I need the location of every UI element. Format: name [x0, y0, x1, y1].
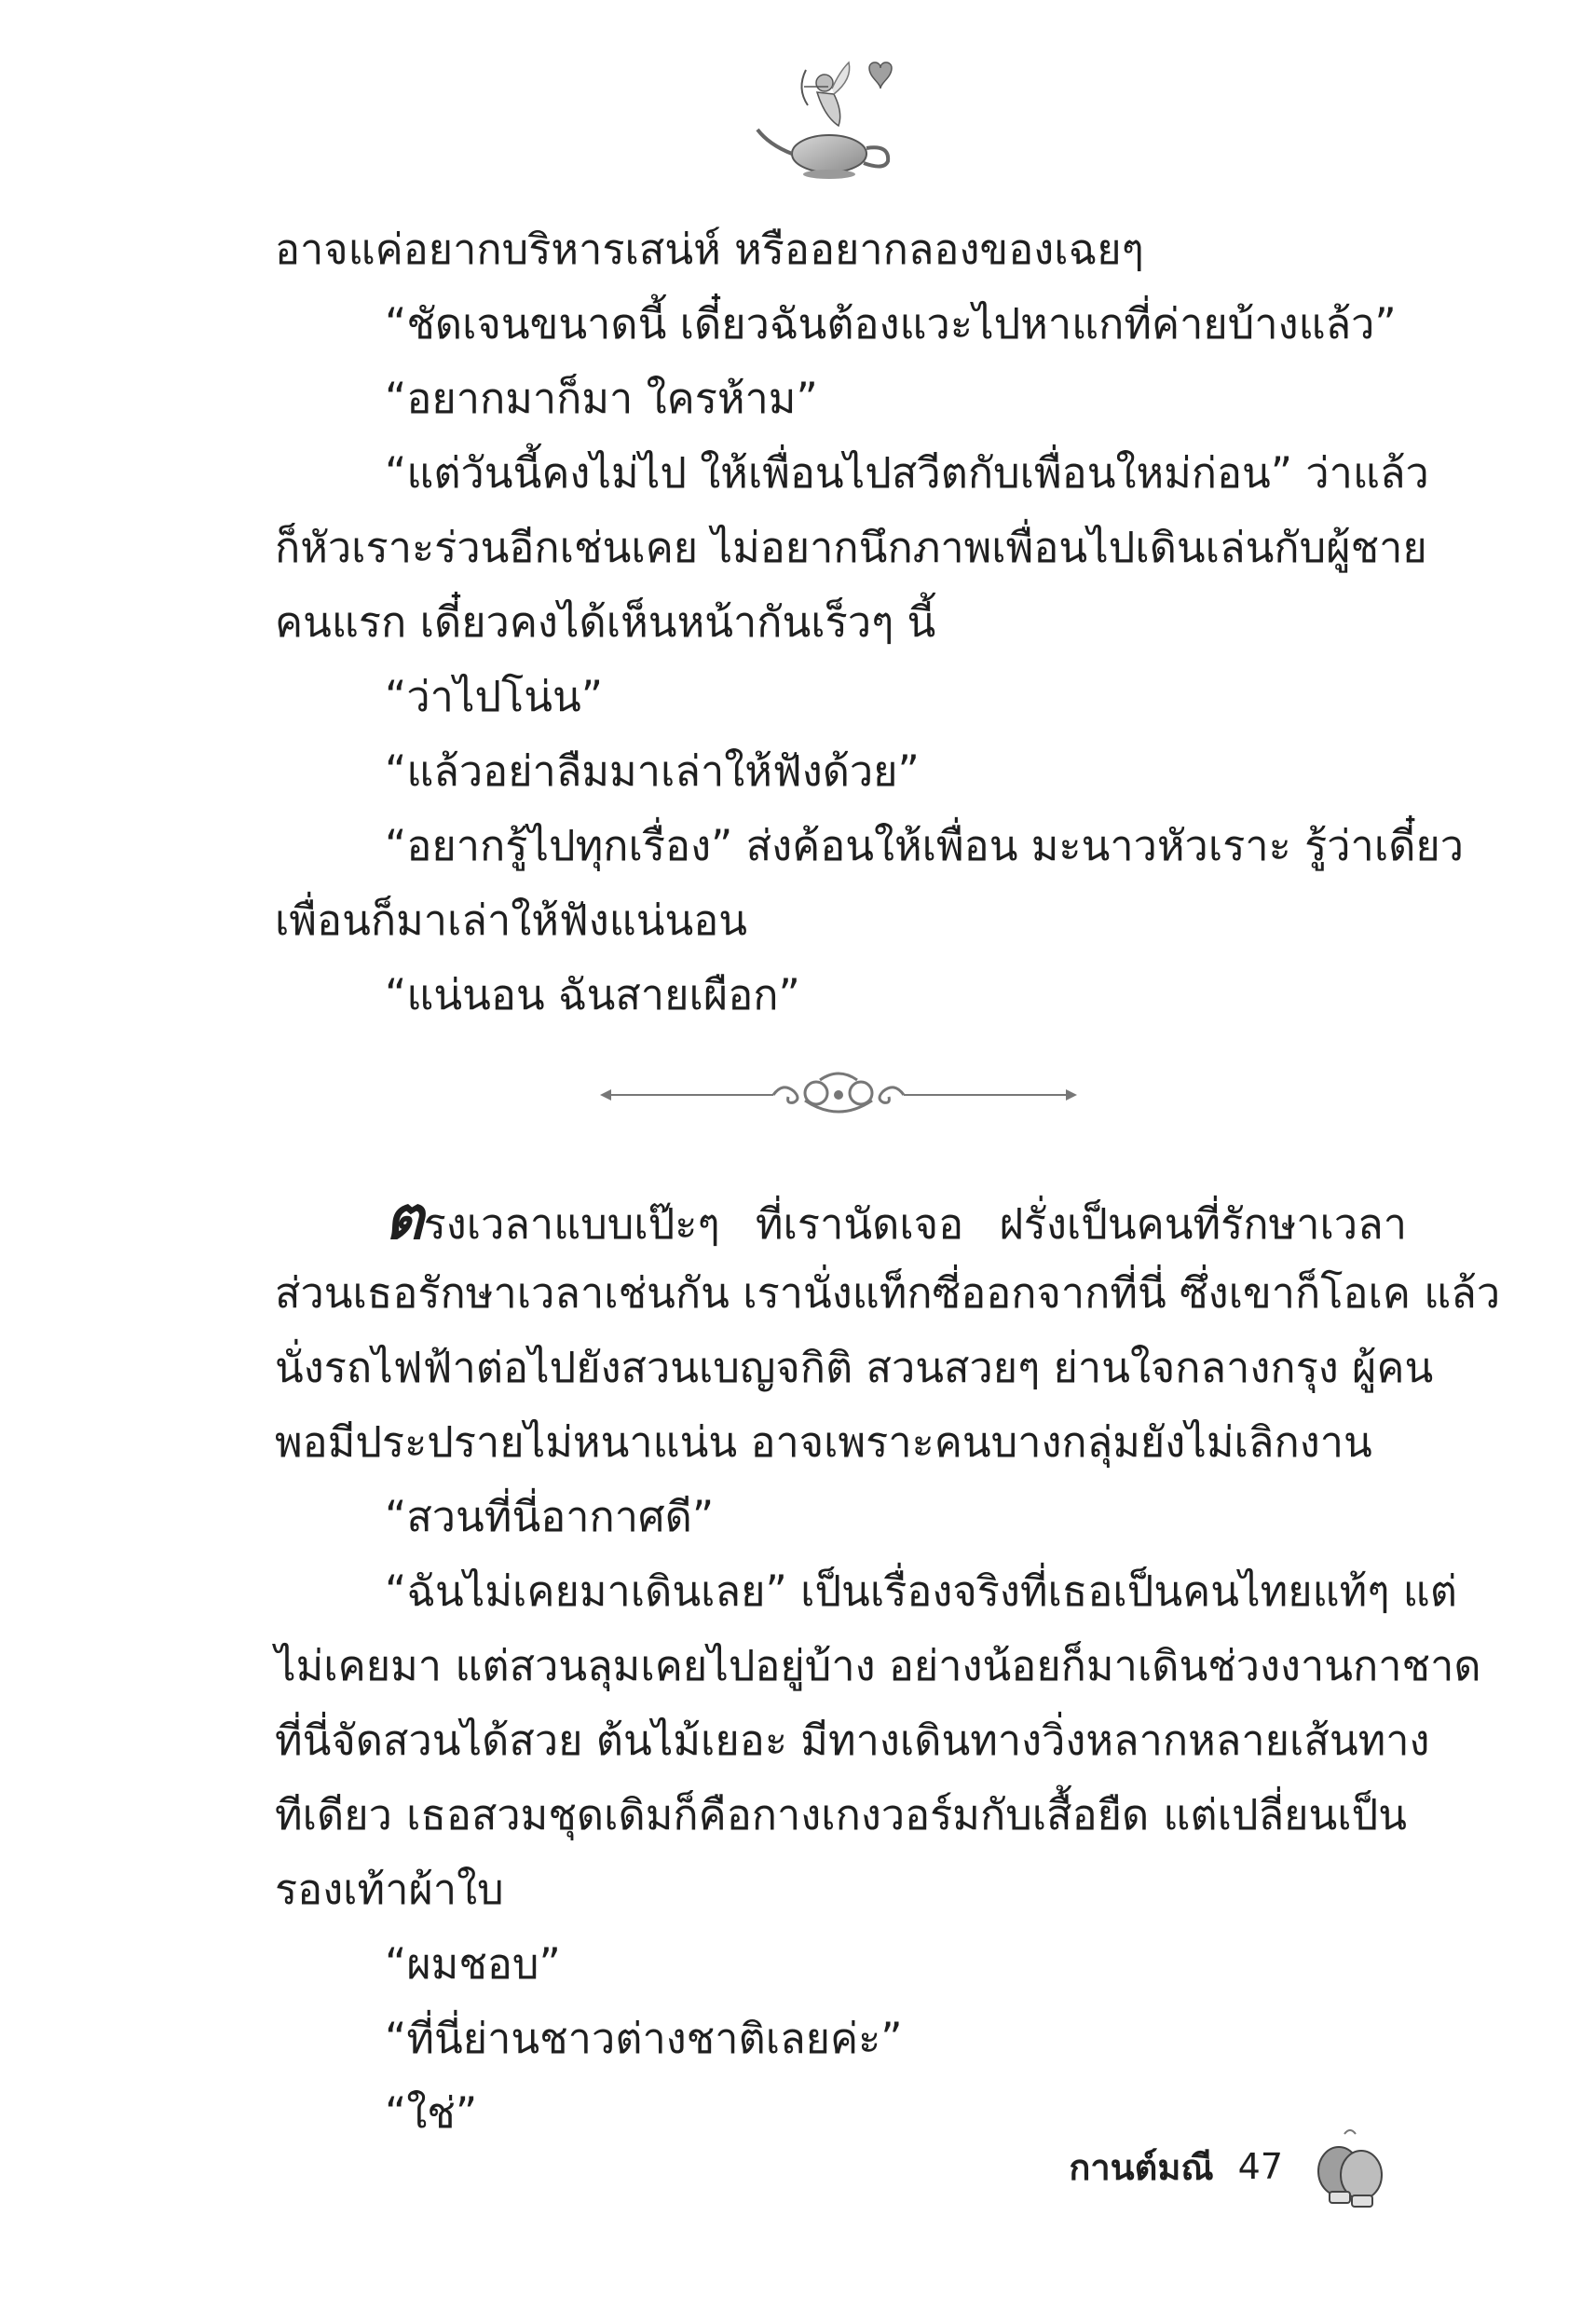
text-line: “ผมชอบ” [385, 1939, 561, 1989]
text-line: “ฉันไม่เคยมาเดินเลย” เป็นเรื่องจริงที่เธอเป็นคนไทยแท้ๆ แต่ [385, 1566, 1458, 1616]
text-line: อาจแค่อยากบริหารเสน่ห์ หรืออยากลองของเฉยๆ [275, 225, 1144, 274]
dropcap-line-text: รงเวลาแบบเป๊ะๆ ที่เรานัดเจอ ฝรั่งเป็นคนที่รักษาเวลา [423, 1199, 1407, 1249]
text-line: “อยากมาก็มา ใครห้าม” [385, 374, 818, 423]
text-line: “ว่าไปโน่น” [385, 672, 604, 721]
dropcap-letter: ต [385, 1183, 424, 1253]
dropcap-paragraph-line [275, 1182, 1407, 1256]
page-footer [1069, 2134, 1391, 2199]
boxing-gloves-icon [1307, 2125, 1391, 2208]
text-line: พอมีประปรายไม่หนาแน่น อาจเพราะคนบางกลุ่มยังไม่เลิกงาน [275, 1417, 1372, 1467]
text-line: “แน่นอน ฉันสายเผือก” [385, 970, 800, 1019]
body-text-top [275, 212, 1465, 1032]
text-line: “อยากรู้ไปทุกเรื่อง” ส่งค้อนให้เพื่อน มะนาวหัวเราะ รู้ว่าเดี๋ยว [385, 821, 1465, 870]
text-line: “ใช่” [385, 2088, 478, 2138]
text-line: “แล้วอย่าลืมมาเล่าให้ฟังด้วย” [385, 746, 920, 796]
body-text-bottom [275, 1182, 1501, 2151]
text-line: “ชัดเจนขนาดนี้ เดี๋ยวฉันต้องแวะไปหาแกที่ค่ายบ้างแล้ว” [385, 299, 1397, 349]
text-line: “ที่นี่ย่านชาวต่างชาติเลยค่ะ” [385, 2014, 903, 2063]
text-line: ก็หัวเราะร่วนอีกเช่นเคย ไม่อยากนึกภาพเพื่อนไปเดินเล่นกับผู้ชาย [275, 523, 1427, 572]
text-line: “แต่วันนี้คงไม่ไป ให้เพื่อนไปสวีตกับเพื่อนใหม่ก่อน” ว่าแล้ว [385, 448, 1429, 498]
text-line: เพื่อนก็มาเล่าให้ฟังแน่นอน [275, 896, 748, 945]
text-line: ไม่เคยมา แต่สวนลุมเคยไปอยู่บ้าง อย่างน้อยก็มาเดินช่วงงานกาชาด [275, 1641, 1481, 1690]
page-number: 47 [1237, 2146, 1283, 2187]
book-title: กานต์มณี [1069, 2146, 1214, 2188]
text-line: ส่วนเธอรักษาเวลาเช่นกัน เรานั่งแท็กซี่ออกจากที่นี่ ซึ่งเขาก็โอเค แล้ว [275, 1268, 1501, 1318]
text-line: ทีเดียว เธอสวมชุดเดิมก็คือกางเกงวอร์มกับเสื้อยืด แต่เปลี่ยนเป็น [275, 1790, 1407, 1839]
text-line: รองเท้าผ้าใบ [275, 1865, 504, 1914]
ornamental-scroll-divider [596, 1067, 1081, 1123]
text-line: นั่งรถไฟฟ้าต่อไปยังสวนเบญจกิติ สวนสวยๆ ย่านใจกลางกรุง ผู้คน [275, 1343, 1434, 1392]
text-line: คนแรก เดี๋ยวคงได้เห็นหน้ากันเร็วๆ นี้ [275, 597, 936, 647]
text-line: ที่นี่จัดสวนได้สวย ต้นไม้เยอะ มีทางเดินทางวิ่งหลากหลายเส้นทาง [275, 1716, 1430, 1765]
text-line: “สวนที่นี่อากาศดี” [385, 1492, 715, 1541]
cupid-teapot-icon [750, 51, 908, 182]
